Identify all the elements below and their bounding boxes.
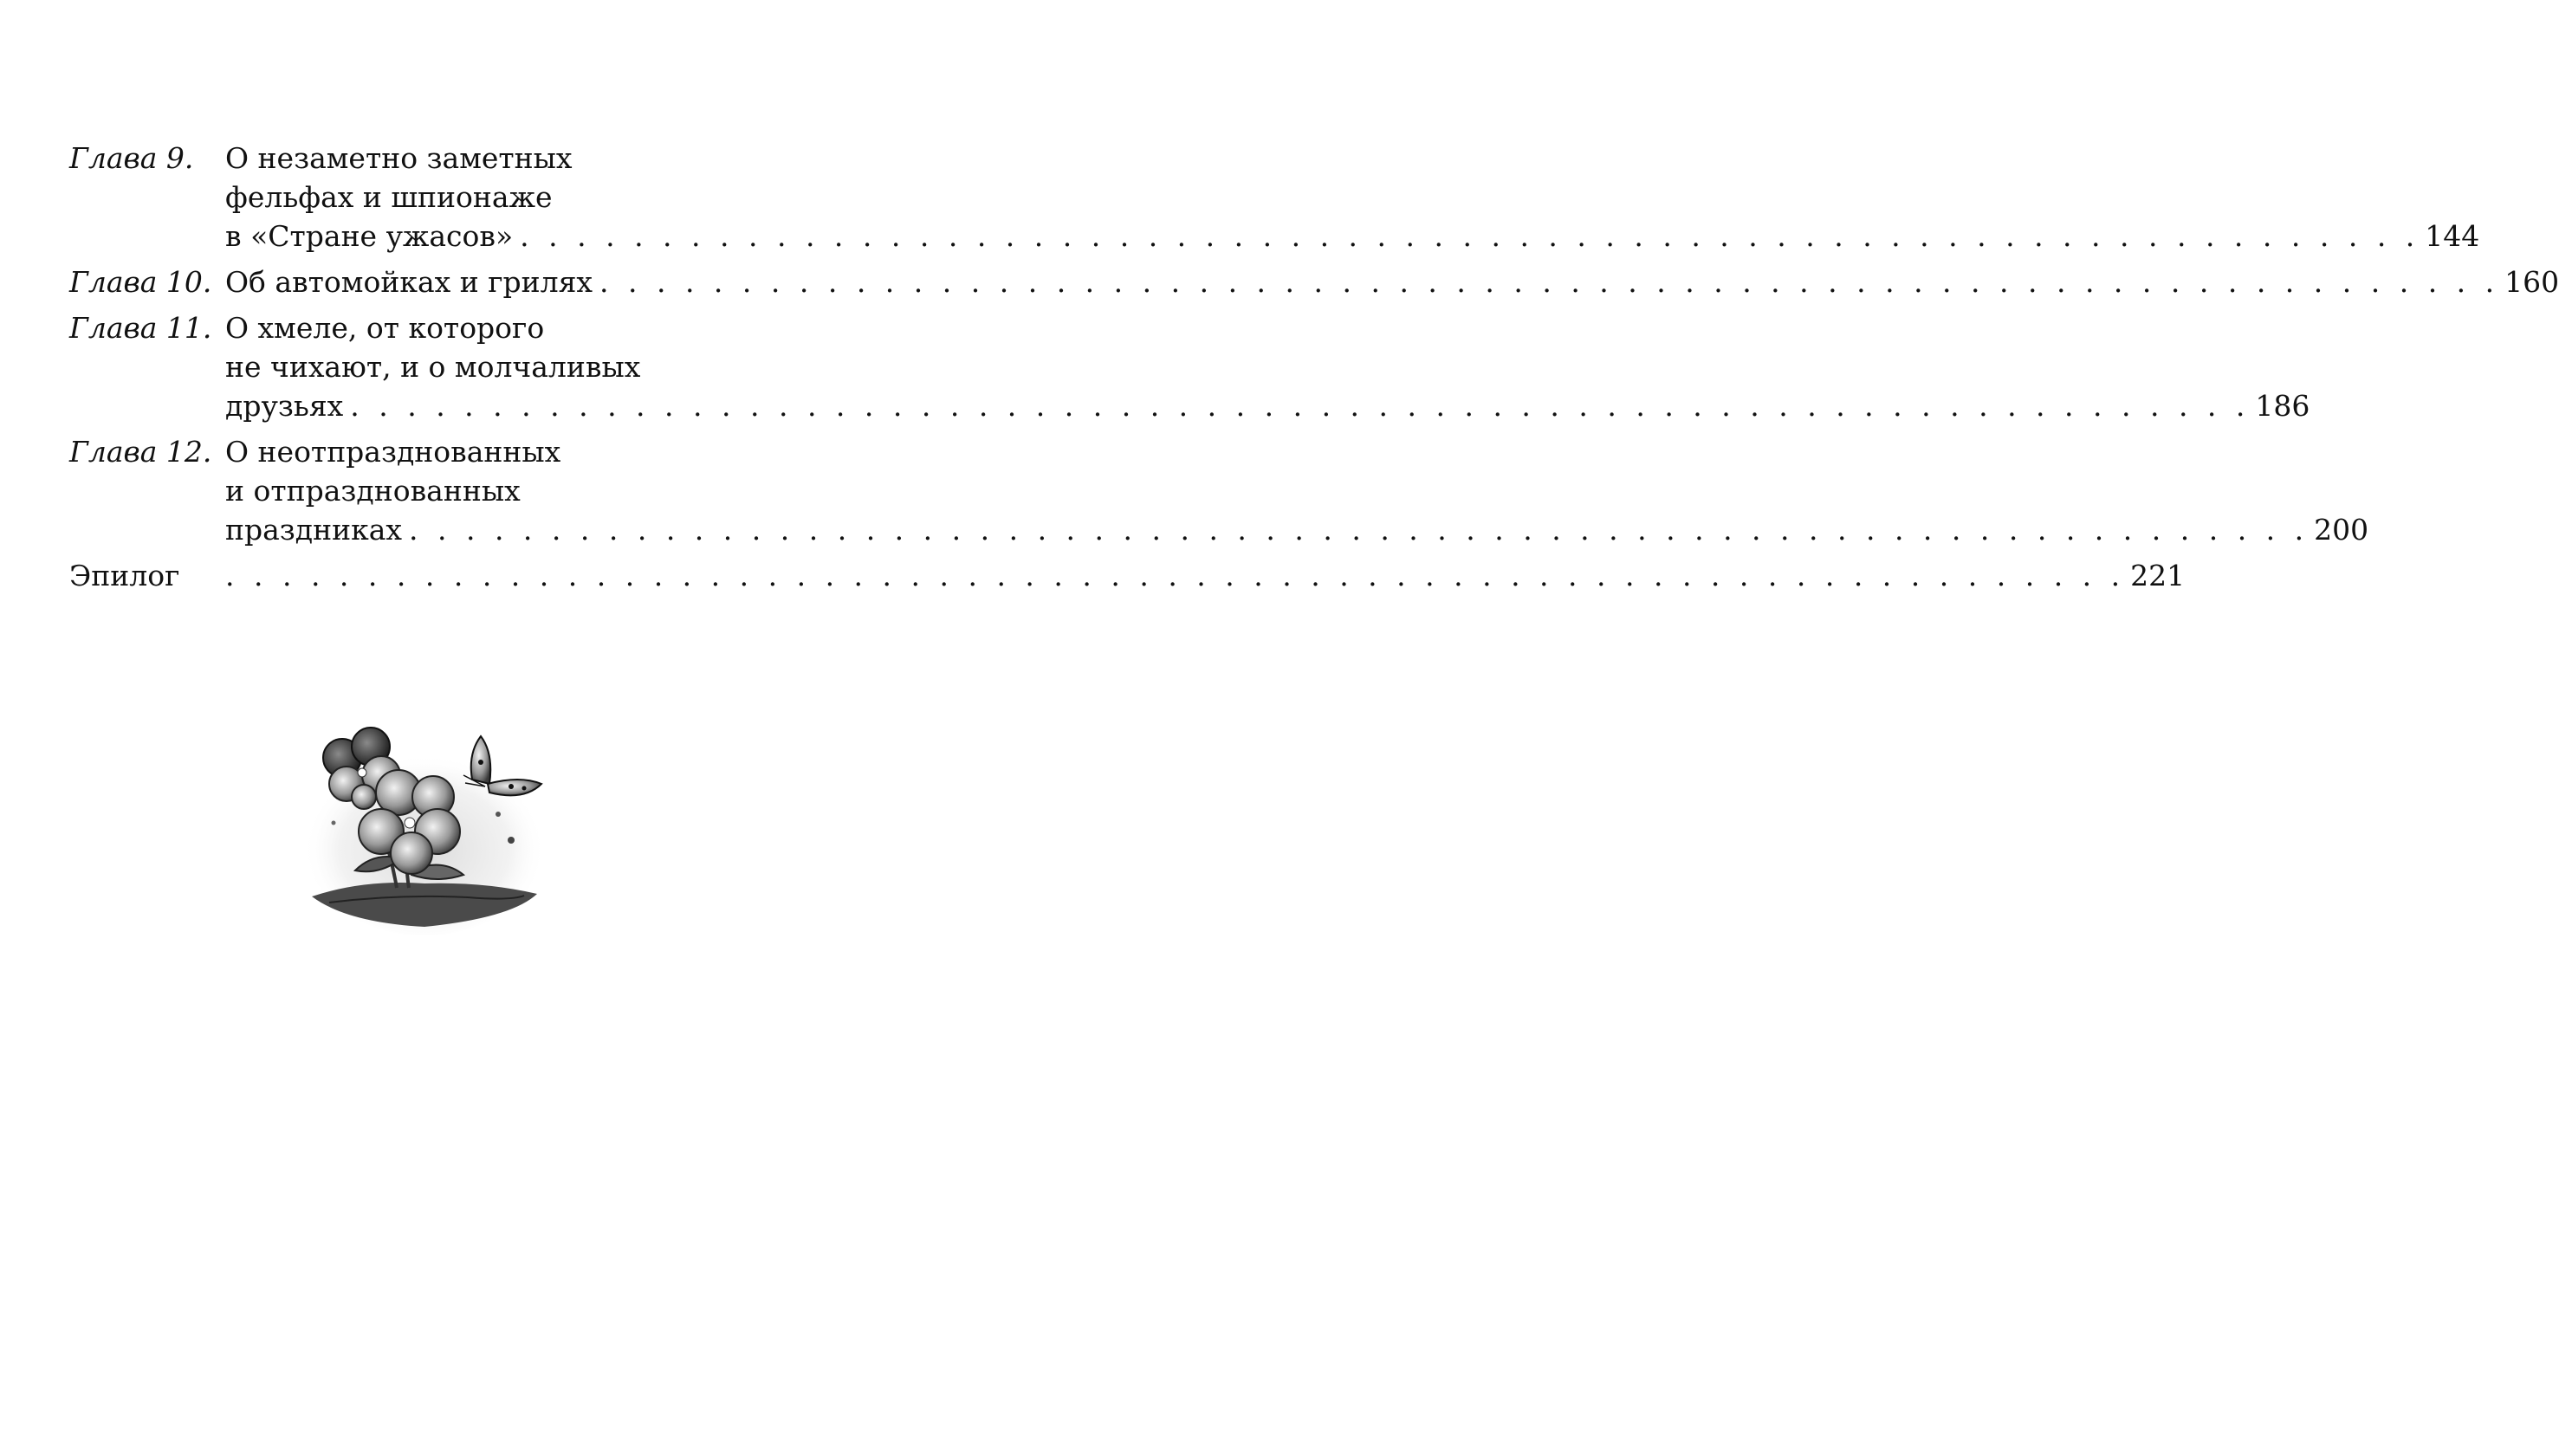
toc-entry-chapter-9[interactable] <box>69 139 2480 256</box>
toc-entry-label: Глава 12. <box>69 435 212 469</box>
page-number: 186 <box>2255 389 2310 423</box>
page-number: 144 <box>2425 219 2480 253</box>
toc-entry-chapter-11[interactable] <box>69 308 2310 425</box>
toc-title-line: О неотпразднованных <box>225 435 561 469</box>
toc-entry-label: Глава 10. <box>69 265 212 299</box>
toc-title-line: не чихают, и о молчаливых <box>225 350 641 384</box>
toc-title-line: Об автомойках и грилях <box>225 265 593 299</box>
dot-leader <box>225 556 2125 595</box>
toc-entry-title <box>225 262 2559 301</box>
page-number: 221 <box>2130 559 2186 592</box>
toc-entry-label: Глава 9. <box>69 141 194 175</box>
toc-entry-label: Эпилог <box>69 559 180 592</box>
toc-entry-chapter-12[interactable] <box>69 432 2369 549</box>
toc-entry-chapter-10[interactable] <box>69 262 2559 301</box>
toc-title-line: О незаметно заметных <box>225 141 573 175</box>
dot-leader <box>409 510 2309 549</box>
toc-entry-title <box>225 556 2185 595</box>
toc-entry-title <box>225 139 2479 256</box>
toc-title-line: и отпразднованных <box>225 474 521 508</box>
toc-title-line: фельфах и шпионаже <box>225 180 553 214</box>
toc-entry-epilogue[interactable] <box>69 556 2186 595</box>
toc-title-line: О хмеле, от которого <box>225 311 545 345</box>
dot-leader <box>350 386 2250 425</box>
page-number: 160 <box>2504 265 2559 299</box>
dot-leader <box>520 217 2420 256</box>
toc-entry-title <box>225 308 2310 425</box>
dot-leader <box>599 262 2499 301</box>
table-of-contents <box>69 139 2559 602</box>
toc-title-line: праздниках <box>225 513 403 547</box>
toc-title-last-line <box>225 386 2310 425</box>
page-number: 200 <box>2314 513 2369 547</box>
toc-title-last-line <box>225 510 2368 549</box>
flower-butterfly-illustration-icon <box>295 710 554 970</box>
toc-entry-title <box>225 432 2368 549</box>
toc-title-line: в «Стране ужасов» <box>225 219 514 253</box>
toc-entry-label: Глава 11. <box>69 311 212 345</box>
toc-title-line: друзьях <box>225 389 344 423</box>
toc-title-last-line <box>225 556 2185 595</box>
toc-title-last-line <box>225 217 2479 256</box>
toc-title-last-line <box>225 262 2559 301</box>
